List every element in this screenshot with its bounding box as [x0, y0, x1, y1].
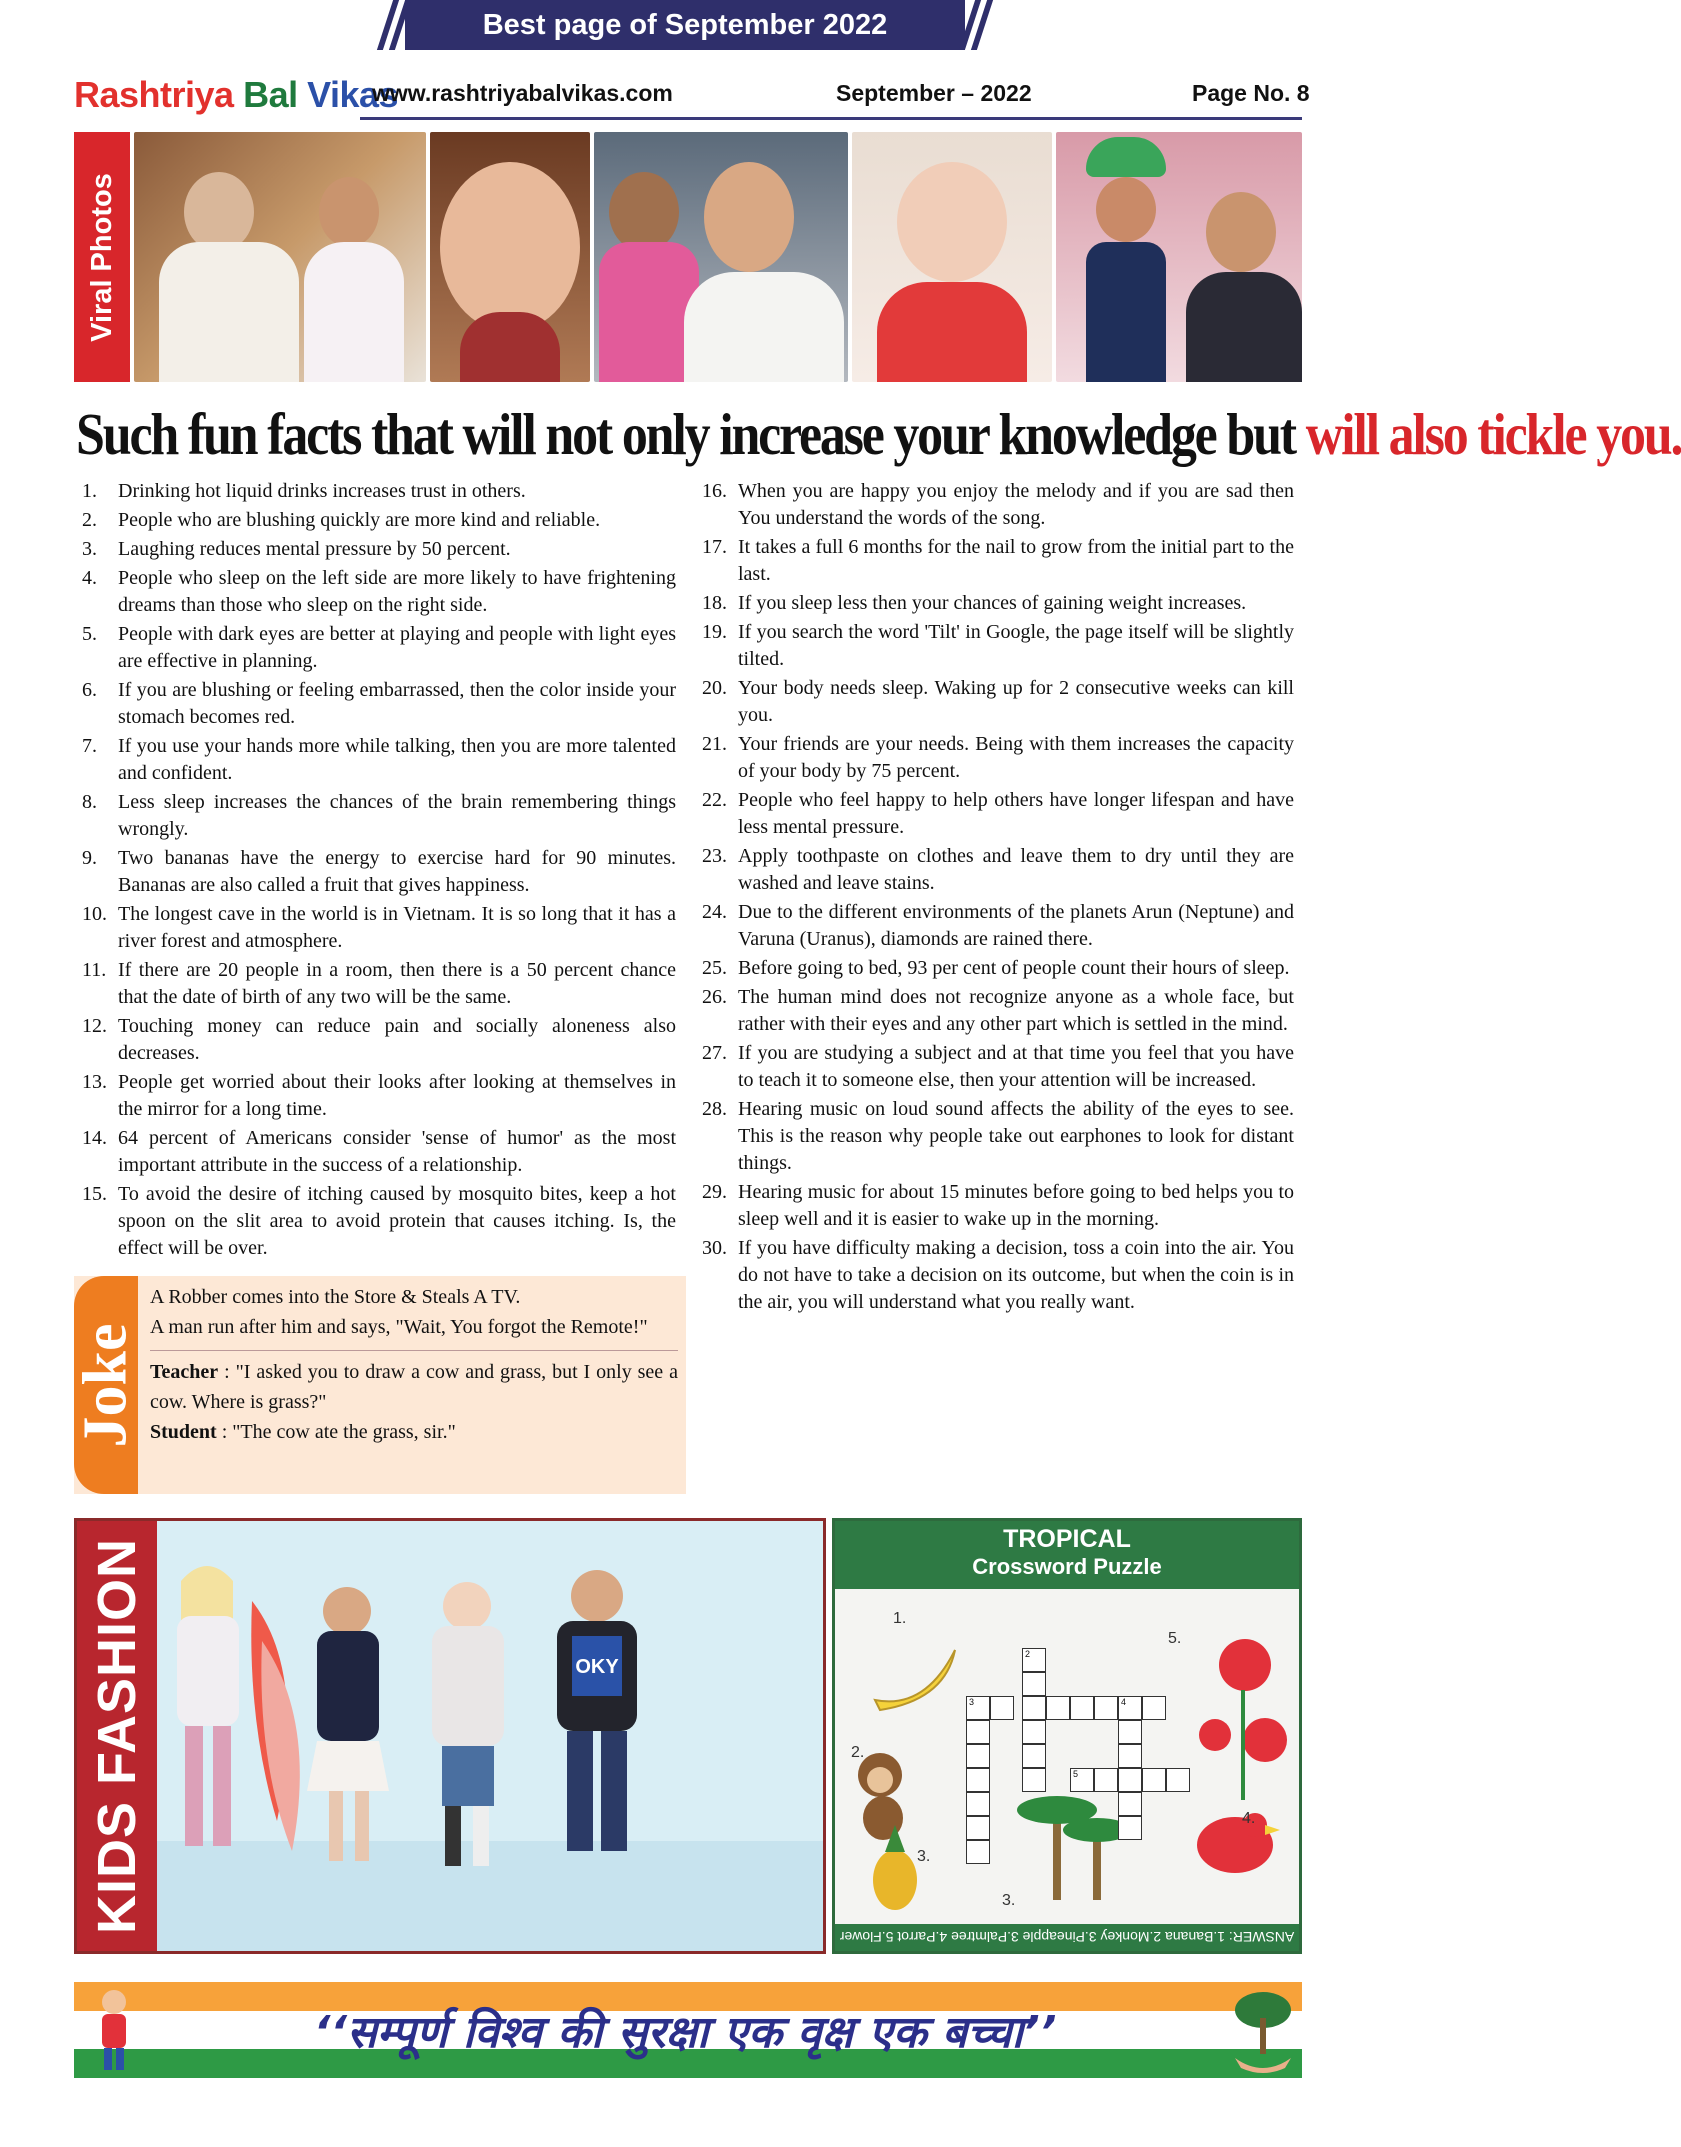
kids-fashion-illustration	[77, 1521, 823, 1951]
crossword-cell[interactable]	[1094, 1696, 1118, 1720]
crossword-cell[interactable]	[966, 1816, 990, 1840]
crossword-answer	[835, 1924, 1299, 1951]
speaker-label: Student	[150, 1421, 217, 1443]
clue-number: 4.	[1242, 1810, 1256, 1827]
crossword-cell[interactable]	[1022, 1696, 1046, 1720]
speaker-label: Teacher	[150, 1361, 219, 1383]
fact-item: 11. If there are 20 people in a room, then there is a 50 percent chance that the date of birth of any two will be the same.	[82, 959, 676, 1008]
fact-item: 29. Hearing music for about 15 minutes before going to bed helps you to sleep well and it is easier to wake up in the morning.	[702, 1181, 1294, 1230]
crossword-header	[835, 1521, 1299, 1589]
pineapple-icon	[873, 1850, 917, 1910]
clue-number: 3.	[1002, 1892, 1016, 1909]
kids-fashion-label	[77, 1521, 157, 1951]
brand-part: Rashtriya	[74, 74, 234, 115]
brand-part: Bal	[233, 74, 298, 115]
headline-part-2: will also tickle you.	[1305, 402, 1681, 468]
fact-item: 30. If you have difficulty making a decision, toss a coin into the air. You do not have to take a decision on its outcome, but when the coin is in the air, you will understand what you really want.	[702, 1237, 1294, 1313]
page-headline	[76, 402, 1681, 468]
slogan-text: ‘‘सम्पूर्ण विश्व की सुरक्षा एक वृक्ष एक बच्चा’’	[313, 2007, 1057, 2058]
fact-item: 17. It takes a full 6 months for the nail to grow from the initial part to the last.	[702, 536, 1294, 585]
fact-item: 4. People who sleep on the left side are more likely to have frightening dreams than those who sleep on the right side.	[82, 567, 676, 616]
crossword-cell[interactable]	[1022, 1768, 1046, 1792]
fact-item: 10. The longest cave in the world is in Vietnam. It is so long that it has a river forest and atmosphere.	[82, 903, 676, 952]
kids-fashion-photo	[74, 1518, 826, 1954]
viral-photo-1	[134, 132, 426, 382]
fact-item: 12. Touching money can reduce pain and socially aloneness also decreases.	[82, 1015, 676, 1064]
crossword-cell[interactable]	[1118, 1720, 1142, 1744]
page-number: Page No. 8	[1192, 80, 1310, 106]
viral-photos-label	[74, 132, 130, 382]
banana-icon	[875, 1650, 955, 1710]
crossword-cell[interactable]	[1022, 1744, 1046, 1768]
fact-item: 7. If you use your hands more while talking, then you are more talented and confident.	[82, 735, 676, 784]
joke-dialogue	[150, 1417, 678, 1447]
header-divider	[360, 117, 1302, 120]
fact-item: 13. People get worried about their looks after looking at themselves in the mirror for a long time.	[82, 1071, 676, 1120]
joke-divider	[150, 1350, 678, 1351]
clue-number: 2.	[851, 1744, 865, 1761]
tree-in-hands-icon	[1230, 1988, 1296, 2074]
website-url: www.rashtriyabalvikas.com	[372, 80, 673, 106]
crossword-subtitle: Crossword Puzzle	[972, 1554, 1162, 1579]
fact-item: 9. Two bananas have the energy to exercise hard for 90 minutes. Bananas are also called a fruit that gives happiness.	[82, 847, 676, 896]
crossword-cell[interactable]: 3	[966, 1696, 990, 1720]
facts-list-right	[702, 478, 1294, 1318]
crossword-illustrations	[835, 1590, 1299, 1924]
crossword-cell[interactable]: 5	[1070, 1768, 1094, 1792]
fact-item: 28. Hearing music on loud sound affects the ability of the eyes to see. This is the reason why people take out earphones to look for distant things.	[702, 1098, 1294, 1174]
viral-photo-3	[594, 132, 848, 382]
joke-line: A Robber comes into the Store & Steals A TV.	[150, 1286, 521, 1308]
crossword-cell[interactable]	[1070, 1696, 1094, 1720]
crossword-cell[interactable]	[1142, 1768, 1166, 1792]
fact-item: 2. People who are blushing quickly are more kind and reliable.	[82, 509, 601, 531]
crossword-cell[interactable]	[990, 1696, 1014, 1720]
fact-item: 3. Laughing reduces mental pressure by 50 percent.	[82, 538, 511, 560]
crossword-cell[interactable]	[1166, 1768, 1190, 1792]
crossword-cell[interactable]	[966, 1744, 990, 1768]
crossword-cell[interactable]	[1094, 1768, 1118, 1792]
joke-label-text: Joke	[71, 1323, 140, 1447]
clue-number: 5.	[1168, 1630, 1182, 1647]
crossword-cell[interactable]	[966, 1792, 990, 1816]
fact-item: 20. Your body needs sleep. Waking up for 2 consecutive weeks can kill you.	[702, 677, 1294, 726]
joke-dialogue	[150, 1357, 678, 1417]
fact-item: 21. Your friends are your needs. Being with them increases the capacity of your body by 75 percent.	[702, 733, 1294, 782]
fact-item: 27. If you are studying a subject and at that time you feel that you have to teach it to someone else, then your attention will be increased.	[702, 1042, 1294, 1091]
crossword-cell[interactable]	[1022, 1672, 1046, 1696]
fact-item: 14. 64 percent of Americans consider 'sense of humor' as the most important attribute in the success of a relationship.	[82, 1127, 676, 1176]
fact-item: 23. Apply toothpaste on clothes and leave them to dry until they are washed and leave stains.	[702, 845, 1294, 894]
crossword-cell[interactable]	[1046, 1696, 1070, 1720]
facts-list-left	[82, 478, 676, 1264]
viral-photo-2	[430, 132, 590, 382]
crossword-answer-text: ANSWER: 1.Banana 2.Monkey 3.Pineapple 3.Palmtree 4.Parrot 5.Flower	[839, 1929, 1295, 1946]
crossword-cell[interactable]	[1142, 1696, 1166, 1720]
fact-item: 22. People who feel happy to help others have longer lifespan and have less mental pressure.	[702, 789, 1294, 838]
viral-photos-label-text: Viral Photos	[85, 172, 118, 342]
crossword-cell[interactable]	[966, 1720, 990, 1744]
fact-item: 18. If you sleep less then your chances of gaining weight increases.	[702, 592, 1247, 614]
crossword-cell[interactable]	[1118, 1744, 1142, 1768]
banner-text: Best page of September 2022	[482, 8, 888, 41]
crossword-cell[interactable]	[1118, 1792, 1142, 1816]
crossword-cell[interactable]	[966, 1840, 990, 1864]
fact-item: 15. To avoid the desire of itching caused by mosquito bites, keep a hot spoon on the slit area to avoid protein that causes itching. Is, the effect will be over.	[82, 1183, 676, 1259]
shirt-text: OKY	[575, 1656, 619, 1678]
joke-content	[150, 1282, 678, 1447]
fact-item: 8. Less sleep increases the chances of the brain remembering things wrongly.	[82, 791, 676, 840]
clue-number: 1.	[893, 1610, 907, 1627]
fact-item: 26. The human mind does not recognize anyone as a whole face, but rather with their eyes and any other part which is settled in the mind.	[702, 986, 1294, 1035]
brand-part: Vikas	[297, 74, 399, 115]
fact-item: 6. If you are blushing or feeling embarrassed, then the color inside your stomach becomes red.	[82, 679, 676, 728]
headline-part-1: Such fun facts that will not only increase your knowledge but	[76, 402, 1306, 468]
issue-date: September – 2022	[836, 80, 1032, 106]
fact-item: 25. Before going to bed, 93 per cent of people count their hours of sleep.	[702, 957, 1290, 979]
viral-photo-4	[852, 132, 1052, 382]
crossword-cell[interactable]	[1118, 1768, 1142, 1792]
crossword-cell[interactable]	[1118, 1816, 1142, 1840]
kids-fashion-label-text: KIDS FASHION	[87, 1537, 148, 1935]
fact-item: 5. People with dark eyes are better at playing and people with light eyes are effective in planning.	[82, 623, 676, 672]
fact-item: 1. Drinking hot liquid drinks increases trust in others.	[82, 480, 526, 502]
top-banner	[405, 0, 965, 50]
child-figure-icon	[84, 1986, 144, 2074]
viral-photo-5	[1056, 132, 1302, 382]
crossword-title: TROPICAL	[1003, 1525, 1131, 1553]
brand-logo	[74, 74, 398, 116]
joke-line: A man run after him and says, "Wait, You forgot the Remote!"	[150, 1316, 648, 1338]
crossword-cell[interactable]	[1022, 1720, 1046, 1744]
clue-number: 3.	[917, 1848, 931, 1865]
dialogue-text: : "The cow ate the grass, sir."	[216, 1421, 456, 1443]
fact-item: 19. If you search the word 'Tilt' in Google, the page itself will be slightly tilted.	[702, 621, 1294, 670]
fact-item: 16. When you are happy you enjoy the melody and if you are sad then You understand the words of the song.	[702, 480, 1294, 529]
flower-icon	[1219, 1639, 1271, 1691]
joke-label	[71, 1276, 140, 1494]
crossword-cell[interactable]: 4	[1118, 1696, 1142, 1720]
fact-item: 24. Due to the different environments of the planets Arun (Neptune) and Varuna (Uranus), diamonds are rained there.	[702, 901, 1294, 950]
dialogue-text: : "I asked you to draw a cow and grass, but I only see a cow. Where is grass?"	[150, 1361, 678, 1413]
crossword-cell[interactable]	[966, 1768, 990, 1792]
crossword-cell[interactable]: 2	[1022, 1648, 1046, 1672]
